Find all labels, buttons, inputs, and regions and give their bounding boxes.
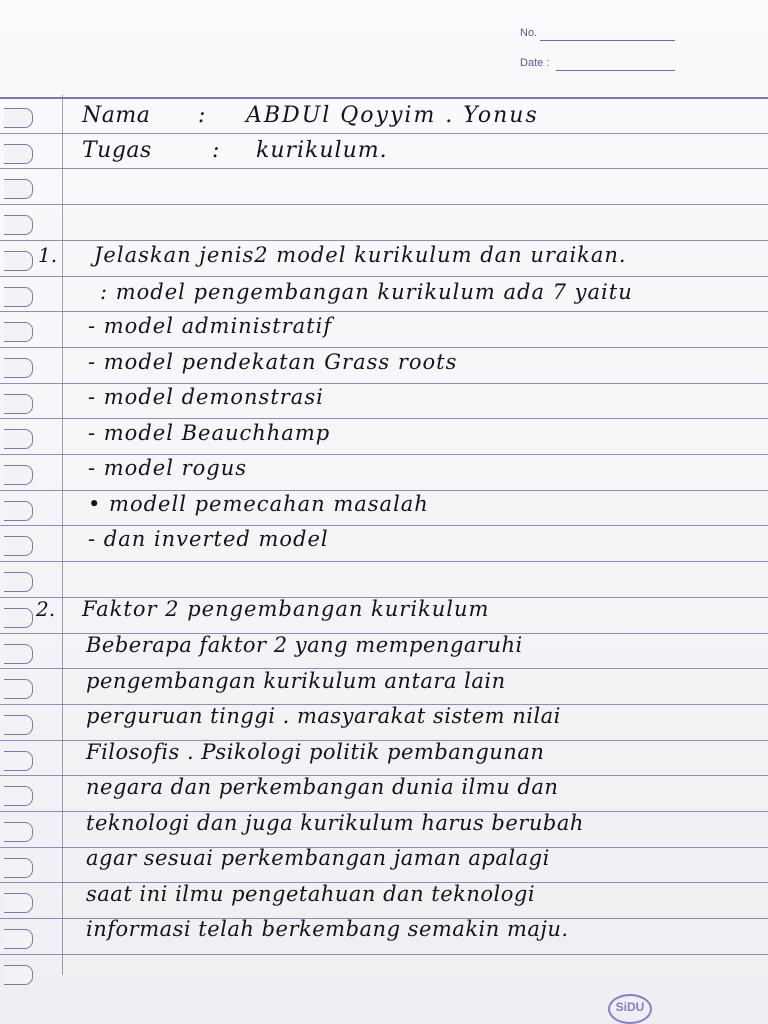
binding-hole — [4, 572, 33, 592]
binding-hole — [4, 965, 33, 985]
ruled-line — [0, 525, 768, 526]
binding-hole — [4, 679, 33, 699]
nama-label: Nama — [82, 103, 151, 128]
q1-item: - model demonstrasi — [88, 385, 324, 409]
binding-hole — [4, 108, 33, 128]
q2-line: pengembangan kurikulum antara lain — [86, 669, 506, 693]
binding-hole — [4, 287, 33, 307]
ruled-line — [0, 954, 768, 955]
tugas-value: kurikulum. — [256, 138, 388, 163]
binding-hole — [4, 358, 33, 378]
ruled-line — [0, 383, 768, 384]
binding-hole — [4, 893, 33, 913]
q1-item: - dan inverted model — [88, 527, 329, 551]
binding-hole — [4, 251, 33, 271]
ruled-line — [0, 490, 768, 491]
binding-hole — [4, 179, 33, 199]
margin-line — [62, 95, 63, 975]
q2-line: perguruan tinggi . masyarakat sistem nilai — [86, 704, 561, 728]
q1-question: Jelaskan jenis2 model kurikulum dan uraikan. — [94, 243, 627, 267]
binding-hole — [4, 536, 33, 556]
binding-hole — [4, 822, 33, 842]
q1-item: • modell pemecahan masalah — [88, 492, 429, 516]
q2-number: 2. — [36, 597, 56, 621]
q1-answer-intro: : model pengembangan kurikulum ada 7 yaitu — [100, 280, 633, 304]
q1-item: - model Beauchhamp — [88, 421, 331, 445]
binding-hole — [4, 929, 33, 949]
binding-hole — [4, 786, 33, 806]
binding-hole — [4, 322, 33, 342]
ruled-line — [0, 133, 768, 134]
q2-line: Beberapa faktor 2 yang mempengaruhi — [86, 633, 523, 657]
ruled-line — [0, 347, 768, 348]
q1-number: 1. — [38, 243, 58, 267]
ruled-line — [0, 168, 768, 169]
q2-line: saat ini ilmu pengetahuan dan teknologi — [86, 882, 536, 906]
ruled-line — [0, 418, 768, 419]
ruled-line — [0, 97, 768, 99]
ruled-line — [0, 561, 768, 562]
binding-hole — [4, 751, 33, 771]
nama-separator: : — [198, 103, 206, 128]
ruled-line — [0, 276, 768, 277]
q2-line: informasi telah berkembang semakin maju. — [86, 917, 569, 941]
binding-hole — [4, 715, 33, 735]
q2-line: negara dan perkembangan dunia ilmu dan — [86, 775, 559, 799]
no-line — [540, 40, 675, 41]
binding-hole — [4, 608, 33, 628]
q1-item: - model pendekatan Grass roots — [88, 350, 458, 374]
tugas-separator: : — [212, 138, 220, 163]
binding-hole — [4, 144, 33, 164]
ruled-line — [0, 454, 768, 455]
ruled-line — [0, 204, 768, 205]
nama-value: ABDUl Qoyyim . Yonus — [246, 103, 539, 128]
q1-item: - model rogus — [88, 456, 248, 480]
date-label: Date : — [520, 57, 550, 69]
binding-hole — [4, 429, 33, 449]
ruled-line — [0, 311, 768, 312]
ruled-line — [0, 240, 768, 241]
q2-line: agar sesuai perkembangan jaman apalagi — [86, 846, 550, 870]
q1-item: - model administratif — [88, 314, 333, 338]
q2-title: Faktor 2 pengembangan kurikulum — [82, 597, 490, 621]
no-label: No. — [520, 27, 538, 39]
tugas-label: Tugas — [82, 138, 152, 163]
binding-hole — [4, 644, 33, 664]
sidu-logo — [608, 994, 652, 1024]
q2-line: teknologi dan juga kurikulum harus berubah — [86, 811, 584, 835]
logo-text: SiDU — [615, 1000, 645, 1014]
binding-hole — [4, 465, 33, 485]
q2-line: Filosofis . Psikologi politik pembangunan — [86, 740, 545, 764]
date-line — [556, 70, 675, 71]
binding-hole — [4, 858, 33, 878]
binding-hole — [4, 215, 33, 235]
binding-hole — [4, 501, 33, 521]
binding-hole — [4, 394, 33, 414]
